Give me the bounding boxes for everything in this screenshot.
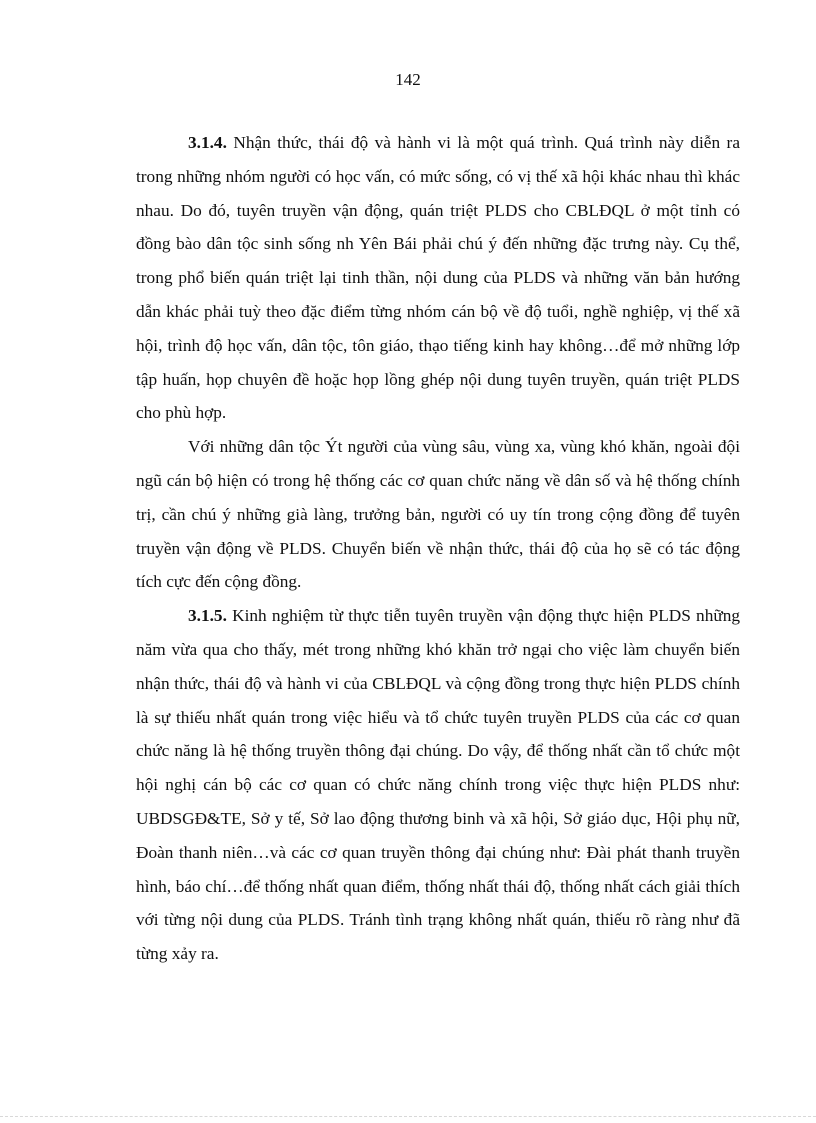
page-number: 142 (395, 70, 421, 89)
paragraph-text: Với những dân tộc Ýt người của vùng sâu, vùng xa, vùng khó khăn, ngoài đội ngũ cán bộ hiện có trong hệ thống các cơ quan chức năng về dân số và hệ thống chính trị, cần chú ý những già làng, trưởng bản, người có uy tín trong cộng đồng để tuyên truyền vận động về PLDS. Chuyển biến về nhận thức, thái độ của họ sẽ có tác động tích cực đến cộng đồng. (136, 437, 740, 592)
paragraph-3-1-4 (136, 126, 740, 430)
page-bottom-divider (0, 1116, 816, 1117)
paragraph-text: Kinh nghiệm từ thực tiễn tuyên truyền vận động thực hiện PLDS những năm vừa qua cho thấy, mét trong những khó khăn trở ngại cho việc làm chuyển biến nhận thức, thái độ và hành vi của CBLĐQL và cộng đồng trong thực hiện PLDS chính là sự thiếu nhất quán trong việc hiểu và tổ chức tuyên truyền PLDS của các cơ quan chức năng là hệ thống truyền thông đại chúng. Do vậy, để thống nhất cần tổ chức một hội nghị cán bộ các cơ quan có chức năng chính trong việc thực hiện PLDS như: UBDSGĐ&TE, Sở y tế, Sở lao động thương binh và xã hội, Sở giáo dục, Hội phụ nữ, Đoàn thanh niên…và các cơ quan truyền thông đại chúng như: Đài phát thanh truyền hình, báo chí…để thống nhất quan điểm, thống nhất thái độ, thống nhất cách giải thích với từng nội dung của PLDS. Tránh tình trạng không nhất quán, thiếu rõ ràng như đã từng xảy ra. (136, 606, 740, 964)
paragraph-3-1-5 (136, 599, 740, 971)
section-number: 3.1.5. (188, 606, 227, 626)
paragraph-text: Nhận thức, thái độ và hành vi là một quá trình. Quá trình này diễn ra trong những nhóm người có học vấn, có mức sống, có vị thế xã hội khác nhau thì khác nhau. Do đó, tuyên truyền vận động, quán triệt PLDS cho CBLĐQL ở một tỉnh có đồng bào dân tộc sinh sống nh Yên Bái phải chú ý đến những đặc trưng này. Cụ thể, trong phổ biến quán triệt lại tinh thần, nội dung của PLDS và những văn bản hướng dẫn khác phải tuỳ theo đặc điểm từng nhóm cán bộ về độ tuổi, nghề nghiệp, vị thế xã hội, trình độ học vấn, dân tộc, tôn giáo, thạo tiếng kinh hay không…để mở những lớp tập huấn, họp chuyên đề hoặc họp lồng ghép nội dung tuyên truyền, quán triệt PLDS cho phù hợp. (136, 133, 740, 423)
section-number: 3.1.4. (188, 133, 227, 152)
body-text (136, 126, 740, 971)
paragraph-ethnic-minorities (136, 430, 740, 599)
